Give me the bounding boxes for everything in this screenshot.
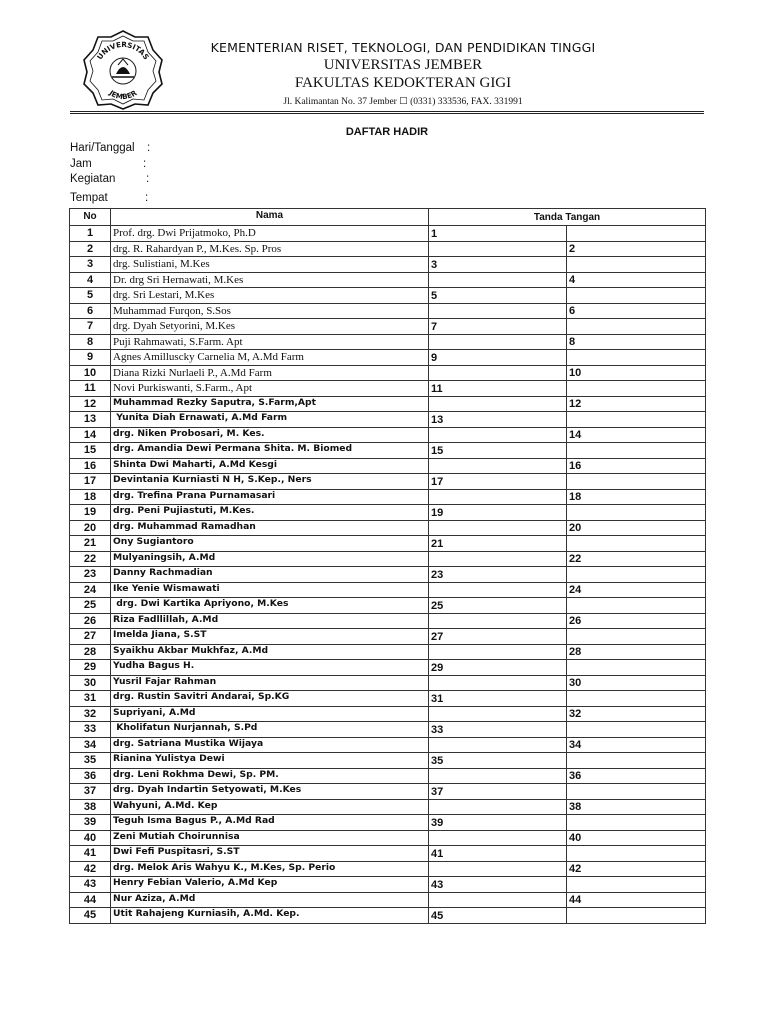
- table-row: [70, 241, 706, 257]
- signature-cell-right[interactable]: [567, 505, 706, 521]
- signature-cell-left[interactable]: [429, 427, 567, 443]
- signature-cell-left[interactable]: [429, 272, 567, 288]
- signature-cell-left[interactable]: [429, 706, 567, 722]
- attendee-name: drg. Sri Lestari, M.Kes: [111, 288, 429, 304]
- table-row: [70, 722, 706, 738]
- attendee-name: Supriyani, A.Md: [111, 706, 429, 722]
- signature-cell-right[interactable]: [567, 691, 706, 707]
- row-number: 23: [70, 567, 111, 583]
- signature-cell-right[interactable]: [567, 629, 706, 645]
- table-row: [70, 768, 706, 784]
- signature-cell-left[interactable]: 43: [429, 877, 567, 893]
- table-header-row: [70, 209, 706, 226]
- attendee-name: drg. Melok Aris Wahyu K., M.Kes, Sp. Perio: [111, 861, 429, 877]
- table-row: [70, 443, 706, 459]
- meta-separator: :: [145, 191, 149, 204]
- signature-cell-right[interactable]: [567, 257, 706, 273]
- signature-cell-left[interactable]: 7: [429, 319, 567, 335]
- signature-cell-left[interactable]: 9: [429, 350, 567, 366]
- signature-cell-left[interactable]: [429, 675, 567, 691]
- attendee-name: Muhammad Furqon, S.Sos: [111, 303, 429, 319]
- signature-cell-right[interactable]: [567, 226, 706, 242]
- signature-cell-left[interactable]: 13: [429, 412, 567, 428]
- attendee-name: Puji Rahmawati, S.Farm. Apt: [111, 334, 429, 350]
- meta-label: Jam: [70, 157, 92, 170]
- meta-separator: :: [147, 142, 151, 154]
- attendee-name: drg. Amandia Dewi Permana Shita. M. Biomed: [111, 443, 429, 459]
- signature-cell-left[interactable]: [429, 365, 567, 381]
- table-row: [70, 691, 706, 707]
- table-row: [70, 365, 706, 381]
- row-number: 40: [70, 830, 111, 846]
- signature-cell-right[interactable]: [567, 288, 706, 304]
- signature-cell-right[interactable]: [567, 350, 706, 366]
- row-number: 10: [70, 365, 111, 381]
- signature-cell-left[interactable]: [429, 830, 567, 846]
- row-number: 11: [70, 381, 111, 397]
- row-number: 15: [70, 443, 111, 459]
- attendee-name: Syaikhu Akbar Mukhfaz, A.Md: [111, 644, 429, 660]
- meta-separator: :: [143, 157, 147, 170]
- row-number: 28: [70, 644, 111, 660]
- row-number: 29: [70, 660, 111, 676]
- signature-cell-left[interactable]: 35: [429, 753, 567, 769]
- signature-cell-right[interactable]: 12: [567, 396, 706, 412]
- signature-cell-left[interactable]: [429, 489, 567, 505]
- ministry-name: KEMENTERIAN RISET, TEKNOLOGI, DAN PENDIDIKAN TINGGI: [210, 40, 596, 55]
- signature-cell-right[interactable]: 20: [567, 520, 706, 536]
- signature-cell-right[interactable]: 2: [567, 241, 706, 257]
- signature-cell-left[interactable]: [429, 551, 567, 567]
- signature-cell-left[interactable]: [429, 892, 567, 908]
- table-row: [70, 613, 706, 629]
- row-number: 36: [70, 768, 111, 784]
- meta-row: [70, 172, 270, 188]
- logo-text-bottom: JEMBER: [107, 88, 139, 102]
- signature-cell-left[interactable]: 39: [429, 815, 567, 831]
- table-row: [70, 598, 706, 614]
- signature-cell-left[interactable]: [429, 458, 567, 474]
- attendee-name: Devintania Kurniasti N H, S.Kep., Ners: [111, 474, 429, 490]
- signature-cell-left[interactable]: 31: [429, 691, 567, 707]
- table-row: [70, 474, 706, 490]
- attendee-name: drg. R. Rahardyan P., M.Kes. Sp. Pros: [111, 241, 429, 257]
- meta-separator: :: [146, 173, 150, 185]
- signature-cell-right[interactable]: [567, 877, 706, 893]
- meta-label: Kegiatan: [70, 173, 116, 185]
- signature-cell-right[interactable]: 6: [567, 303, 706, 319]
- attendee-name: Wahyuni, A.Md. Kep: [111, 799, 429, 815]
- row-number: 20: [70, 520, 111, 536]
- signature-cell-right[interactable]: 28: [567, 644, 706, 660]
- attendee-name: Nur Aziza, A.Md: [111, 892, 429, 908]
- row-number: 43: [70, 877, 111, 893]
- signature-cell-right[interactable]: [567, 381, 706, 397]
- signature-cell-left[interactable]: 45: [429, 908, 567, 924]
- attendee-name: Agnes Amilluscky Carnelia M, A.Md Farm: [111, 350, 429, 366]
- signature-cell-right[interactable]: 36: [567, 768, 706, 784]
- row-number: 1: [70, 226, 111, 242]
- row-number: 12: [70, 396, 111, 412]
- signature-cell-right[interactable]: [567, 536, 706, 552]
- attendee-name: Riza Fadllillah, A.Md: [111, 613, 429, 629]
- address-line: Jl. Kalimantan No. 37 Jember ☐ (0331) 333536, FAX. 331991: [283, 97, 523, 107]
- signature-cell-right[interactable]: [567, 443, 706, 459]
- meta-label: Hari/Tanggal: [70, 142, 135, 154]
- attendee-name: drg. Sulistiani, M.Kes: [111, 257, 429, 273]
- header-signature: Tanda Tangan: [429, 209, 706, 226]
- signature-cell-left[interactable]: 33: [429, 722, 567, 738]
- faculty-name: FAKULTAS KEDOKTERAN GIGI: [294, 75, 512, 91]
- signature-cell-right[interactable]: 40: [567, 830, 706, 846]
- row-number: 22: [70, 551, 111, 567]
- table-row: [70, 567, 706, 583]
- signature-cell-right[interactable]: 42: [567, 861, 706, 877]
- signature-cell-left[interactable]: [429, 396, 567, 412]
- table-row: [70, 799, 706, 815]
- signature-cell-left[interactable]: 41: [429, 846, 567, 862]
- table-row: [70, 458, 706, 474]
- attendee-name: drg. Dwi Kartika Apriyono, M.Kes: [111, 598, 429, 614]
- signature-cell-left[interactable]: 21: [429, 536, 567, 552]
- table-row: [70, 412, 706, 428]
- row-number: 31: [70, 691, 111, 707]
- row-number: 27: [70, 629, 111, 645]
- document-title: DAFTAR HADIR: [345, 126, 429, 138]
- table-row: [70, 319, 706, 335]
- row-number: 14: [70, 427, 111, 443]
- signature-cell-right[interactable]: [567, 319, 706, 335]
- table-row: [70, 644, 706, 660]
- signature-cell-right[interactable]: [567, 908, 706, 924]
- row-number: 16: [70, 458, 111, 474]
- table-row: [70, 737, 706, 753]
- meta-fields: [70, 141, 270, 206]
- signature-cell-left[interactable]: 27: [429, 629, 567, 645]
- attendee-name: Ony Sugiantoro: [111, 536, 429, 552]
- meta-row: [70, 191, 270, 207]
- attendee-name: drg. Dyah Setyorini, M.Kes: [111, 319, 429, 335]
- signature-cell-left[interactable]: 15: [429, 443, 567, 459]
- row-number: 37: [70, 784, 111, 800]
- signature-cell-right[interactable]: 34: [567, 737, 706, 753]
- signature-cell-right[interactable]: [567, 815, 706, 831]
- attendee-name: Yusril Fajar Rahman: [111, 675, 429, 691]
- signature-cell-right[interactable]: [567, 412, 706, 428]
- signature-cell-left[interactable]: 37: [429, 784, 567, 800]
- attendee-name: Yudha Bagus H.: [111, 660, 429, 676]
- table-row: [70, 582, 706, 598]
- signature-cell-right[interactable]: 44: [567, 892, 706, 908]
- row-number: 21: [70, 536, 111, 552]
- table-row: [70, 257, 706, 273]
- table-row: [70, 815, 706, 831]
- row-number: 17: [70, 474, 111, 490]
- table-row: [70, 489, 706, 505]
- table-row: [70, 551, 706, 567]
- signature-cell-left[interactable]: [429, 861, 567, 877]
- signature-cell-right[interactable]: [567, 784, 706, 800]
- signature-cell-right[interactable]: 24: [567, 582, 706, 598]
- table-row: [70, 753, 706, 769]
- attendee-name: drg. Satriana Mustika Wijaya: [111, 737, 429, 753]
- row-number: 13: [70, 412, 111, 428]
- attendee-name: Dwi Fefi Puspitasri, S.ST: [111, 846, 429, 862]
- table-row: [70, 660, 706, 676]
- attendee-name: Prof. drg. Dwi Prijatmoko, Ph.D: [111, 226, 429, 242]
- signature-cell-left[interactable]: [429, 613, 567, 629]
- attendee-name: drg. Trefina Prana Purnamasari: [111, 489, 429, 505]
- row-number: 38: [70, 799, 111, 815]
- signature-cell-right[interactable]: [567, 846, 706, 862]
- row-number: 3: [70, 257, 111, 273]
- attendee-name: Muhammad Rezky Saputra, S.Farm,Apt: [111, 396, 429, 412]
- attendee-name: drg. Muhammad Ramadhan: [111, 520, 429, 536]
- signature-cell-left[interactable]: [429, 768, 567, 784]
- row-number: 19: [70, 505, 111, 521]
- table-row: [70, 303, 706, 319]
- row-number: 42: [70, 861, 111, 877]
- table-row: [70, 520, 706, 536]
- attendance-table: [69, 208, 706, 924]
- row-number: 8: [70, 334, 111, 350]
- table-row: [70, 427, 706, 443]
- signature-cell-right[interactable]: 18: [567, 489, 706, 505]
- table-row: [70, 381, 706, 397]
- attendee-name: Ike Yenie Wismawati: [111, 582, 429, 598]
- signature-cell-left[interactable]: 19: [429, 505, 567, 521]
- signature-cell-left[interactable]: 17: [429, 474, 567, 490]
- row-number: 26: [70, 613, 111, 629]
- attendee-name: drg. Niken Probosari, M. Kes.: [111, 427, 429, 443]
- table-row: [70, 272, 706, 288]
- signature-cell-right[interactable]: 14: [567, 427, 706, 443]
- signature-cell-right[interactable]: [567, 598, 706, 614]
- signature-cell-left[interactable]: 11: [429, 381, 567, 397]
- attendee-name: Dr. drg Sri Hernawati, M.Kes: [111, 272, 429, 288]
- signature-cell-left[interactable]: [429, 334, 567, 350]
- table-row: [70, 675, 706, 691]
- row-number: 5: [70, 288, 111, 304]
- logo-text-top: UNIVERSITAS: [95, 39, 151, 62]
- table-row: [70, 830, 706, 846]
- university-logo: [82, 30, 164, 110]
- attendee-name: Diana Rizki Nurlaeli P., A.Md Farm: [111, 365, 429, 381]
- meta-label: Tempat: [70, 191, 108, 204]
- table-row: [70, 226, 706, 242]
- header-rule-double: [70, 113, 704, 114]
- row-number: 41: [70, 846, 111, 862]
- signature-cell-left[interactable]: 25: [429, 598, 567, 614]
- attendee-name: Danny Rachmadian: [111, 567, 429, 583]
- university-name: UNIVERSITAS JEMBER: [323, 57, 483, 73]
- row-number: 35: [70, 753, 111, 769]
- table-row: [70, 536, 706, 552]
- table-row: [70, 706, 706, 722]
- letterhead: [168, 40, 638, 109]
- attendee-name: Henry Febian Valerio, A.Md Kep: [111, 877, 429, 893]
- signature-cell-right[interactable]: 30: [567, 675, 706, 691]
- row-number: 9: [70, 350, 111, 366]
- attendee-name: Novi Purkiswanti, S.Farm., Apt: [111, 381, 429, 397]
- row-number: 30: [70, 675, 111, 691]
- table-row: [70, 877, 706, 893]
- signature-cell-right[interactable]: 4: [567, 272, 706, 288]
- attendee-name: Mulyaningsih, A.Md: [111, 551, 429, 567]
- attendee-name: Imelda Jiana, S.ST: [111, 629, 429, 645]
- row-number: 6: [70, 303, 111, 319]
- row-number: 33: [70, 722, 111, 738]
- attendee-name: drg. Leni Rokhma Dewi, Sp. PM.: [111, 768, 429, 784]
- attendee-name: drg. Peni Pujiastuti, M.Kes.: [111, 505, 429, 521]
- signature-cell-right[interactable]: [567, 660, 706, 676]
- signature-cell-right[interactable]: 16: [567, 458, 706, 474]
- meta-row: [70, 141, 270, 157]
- signature-cell-right[interactable]: [567, 753, 706, 769]
- signature-cell-right[interactable]: 32: [567, 706, 706, 722]
- signature-cell-right[interactable]: 22: [567, 551, 706, 567]
- signature-cell-left[interactable]: [429, 737, 567, 753]
- table-row: [70, 288, 706, 304]
- signature-cell-right[interactable]: 26: [567, 613, 706, 629]
- table-row: [70, 861, 706, 877]
- table-row: [70, 846, 706, 862]
- signature-cell-left[interactable]: 29: [429, 660, 567, 676]
- signature-cell-right[interactable]: [567, 474, 706, 490]
- attendee-name: Shinta Dwi Maharti, A.Md Kesgi: [111, 458, 429, 474]
- signature-cell-right[interactable]: 8: [567, 334, 706, 350]
- attendee-name: Utit Rahajeng Kurniasih, A.Md. Kep.: [111, 908, 429, 924]
- header-name: Nama: [111, 209, 429, 226]
- signature-cell-right[interactable]: 10: [567, 365, 706, 381]
- row-number: 24: [70, 582, 111, 598]
- signature-cell-left[interactable]: [429, 303, 567, 319]
- signature-cell-left[interactable]: 3: [429, 257, 567, 273]
- header-rule: [70, 111, 704, 112]
- signature-cell-right[interactable]: 38: [567, 799, 706, 815]
- attendee-name: Yunita Diah Ernawati, A.Md Farm: [111, 412, 429, 428]
- row-number: 4: [70, 272, 111, 288]
- row-number: 44: [70, 892, 111, 908]
- signature-cell-left[interactable]: [429, 241, 567, 257]
- header-no: No: [70, 209, 111, 226]
- table-row: [70, 505, 706, 521]
- signature-cell-left[interactable]: [429, 520, 567, 536]
- attendee-name: Kholifatun Nurjannah, S.Pd: [111, 722, 429, 738]
- table-row: [70, 350, 706, 366]
- table-row: [70, 908, 706, 924]
- row-number: 25: [70, 598, 111, 614]
- attendee-name: Rianina Yulistya Dewi: [111, 753, 429, 769]
- signature-cell-right[interactable]: [567, 567, 706, 583]
- table-row: [70, 892, 706, 908]
- attendee-name: drg. Dyah Indartin Setyowati, M.Kes: [111, 784, 429, 800]
- table-row: [70, 396, 706, 412]
- row-number: 7: [70, 319, 111, 335]
- signature-cell-left[interactable]: [429, 644, 567, 660]
- signature-cell-right[interactable]: [567, 722, 706, 738]
- row-number: 18: [70, 489, 111, 505]
- signature-cell-left[interactable]: 5: [429, 288, 567, 304]
- attendee-name: Teguh Isma Bagus P., A.Md Rad: [111, 815, 429, 831]
- signature-cell-left[interactable]: [429, 799, 567, 815]
- table-row: [70, 334, 706, 350]
- meta-row: [70, 157, 270, 173]
- signature-cell-left[interactable]: 23: [429, 567, 567, 583]
- attendee-name: drg. Rustin Savitri Andarai, Sp.KG: [111, 691, 429, 707]
- row-number: 34: [70, 737, 111, 753]
- table-row: [70, 629, 706, 645]
- row-number: 32: [70, 706, 111, 722]
- table-row: [70, 784, 706, 800]
- attendance-rows: [70, 226, 706, 924]
- signature-cell-left[interactable]: [429, 582, 567, 598]
- attendee-name: Zeni Mutiah Choirunnisa: [111, 830, 429, 846]
- signature-cell-left[interactable]: 1: [429, 226, 567, 242]
- row-number: 45: [70, 908, 111, 924]
- row-number: 2: [70, 241, 111, 257]
- row-number: 39: [70, 815, 111, 831]
